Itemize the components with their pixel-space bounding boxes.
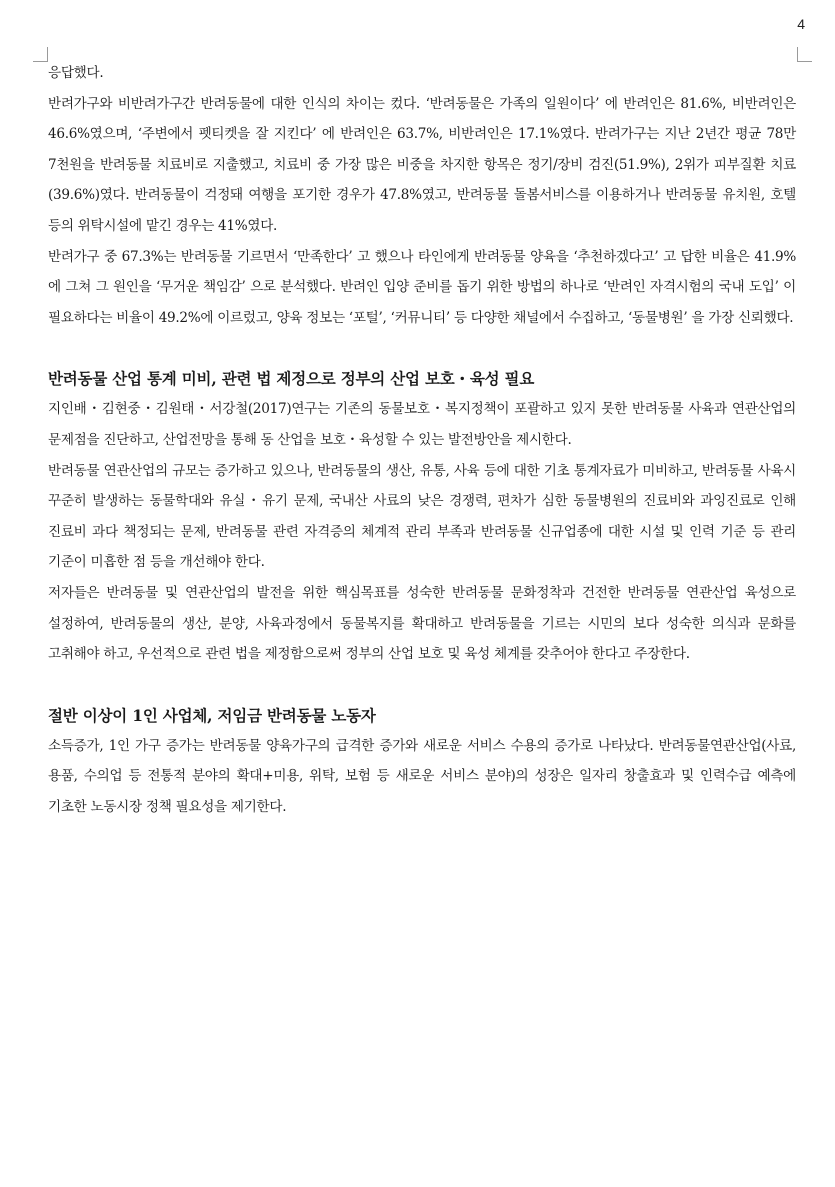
paragraph: 반려가구 중 67.3%는 반려동물 기르면서 ‘만족한다’ 고 했으나 타인에게 반려동물 양육을 ‘추천하겠다고’ 고 답한 비율은 41.9%에 그쳐 그 원인을 ‘무거운 책임감’ 으로 분석했다. 반려인 입양 준비를 돕기 위한 방법의 하나로 ‘반려인 자격시험의 국내 도입’ 이 필요하다는 비율이 49.2%에 이르렀고, 양육 정보는 ‘포털’, ‘커뮤니티’ 등 다양한 채널에서 수집하고, ‘동물병원’ 을 가장 신뢰했다. bbox=[48, 248, 796, 326]
paragraph: 반려가구와 비반려가구간 반려동물에 대한 인식의 차이는 컸다. ‘반려동물은 가족의 일원이다’ 에 반려인은 81.6%, 비반려인은 46.6%였으며, ‘주변에서 펫티켓을 잘 지킨다’ 에 반려인은 63.7%, 비반려인은 17.1%였다. 반려가구는 지난 2년간 평균 78만 7천원을 반려동물 치료비로 지출했고, 치료비 중 가장 많은 비중을 차지한 항목은 정기/장비 검진(51.9%), 2위가 피부질환 치료(39.6%)였다. 반려동물이 걱정돼 여행을 포기한 경우가 47.8%였고, 반려동물 돌봄서비스를 이용하거나 반려동물 유치원, 호텔 등의 위탁시설에 맡긴 경우는 41%였다. bbox=[48, 95, 796, 234]
paragraph: 반려동물 연관산업의 규모는 증가하고 있으나, 반려동물의 생산, 유통, 사육 등에 대한 기초 통계자료가 미비하고, 반려동물 사육시 꾸준히 발생하는 동물학대와 유실・유기 문제, 국내산 사료의 낮은 경쟁력, 편차가 심한 동물병원의 진료비와 과잉진료로 인해 진료비 과다 책정되는 문제, 반려동물 관련 자격증의 체계적 관리 부족과 반려동물 신규업종에 대한 시설 및 인력 기준 등 관리 기준이 미흡한 점 등을 개선해야 한다. bbox=[48, 462, 796, 571]
section-spacer bbox=[48, 333, 796, 364]
paragraph: 응답했다. bbox=[48, 65, 104, 81]
paragraph: 지인배・김현중・김원태・서강철(2017)연구는 기존의 동물보호・복지정책이 포괄하고 있지 못한 반려동물 사육과 연관산업의 문제점을 진단하고, 산업전망을 통해 동 산업을 보호・육성할 수 있는 발전방안을 제시한다. bbox=[48, 401, 796, 448]
page-number: 4 bbox=[797, 16, 805, 32]
paragraph: 소득증가, 1인 가구 증가는 반려동물 양육가구의 급격한 증가와 새로운 서비스 수용의 증가로 나타났다. 반려동물연관산업(사료, 용품, 수의업 등 전통적 분야의 확대+미용, 위탁, 보험 등 새로운 서비스 분야)의 성장은 일자리 창출효과 및 인력수급 예측에 기초한 노동시장 정책 필요성을 제기한다. bbox=[48, 737, 796, 815]
crop-mark-top-left bbox=[33, 47, 48, 62]
section-spacer bbox=[48, 670, 796, 701]
section-heading: 반려동물 산업 통계 미비, 관련 법 제정으로 정부의 산업 보호・육성 필요 bbox=[48, 369, 535, 389]
section-heading: 절반 이상이 1인 사업체, 저임금 반려동물 노동자 bbox=[48, 705, 376, 725]
paragraph: 저자들은 반려동물 및 연관산업의 발전을 위한 핵심목표를 성숙한 반려동물 문화정착과 건전한 반려동물 연관산업 육성으로 설정하여, 반려동물의 생산, 분양, 사육과정에서 동물복지를 확대하고 반려동물을 기르는 시민의 보다 성숙한 의식과 문화를 고취해야 하고, 우선적으로 관련 법을 제정함으로써 정부의 산업 보호 및 육성 체계를 갖추어야 한다고 주장한다. bbox=[48, 584, 796, 663]
document-body bbox=[48, 58, 796, 822]
crop-mark-top-right bbox=[797, 47, 812, 62]
